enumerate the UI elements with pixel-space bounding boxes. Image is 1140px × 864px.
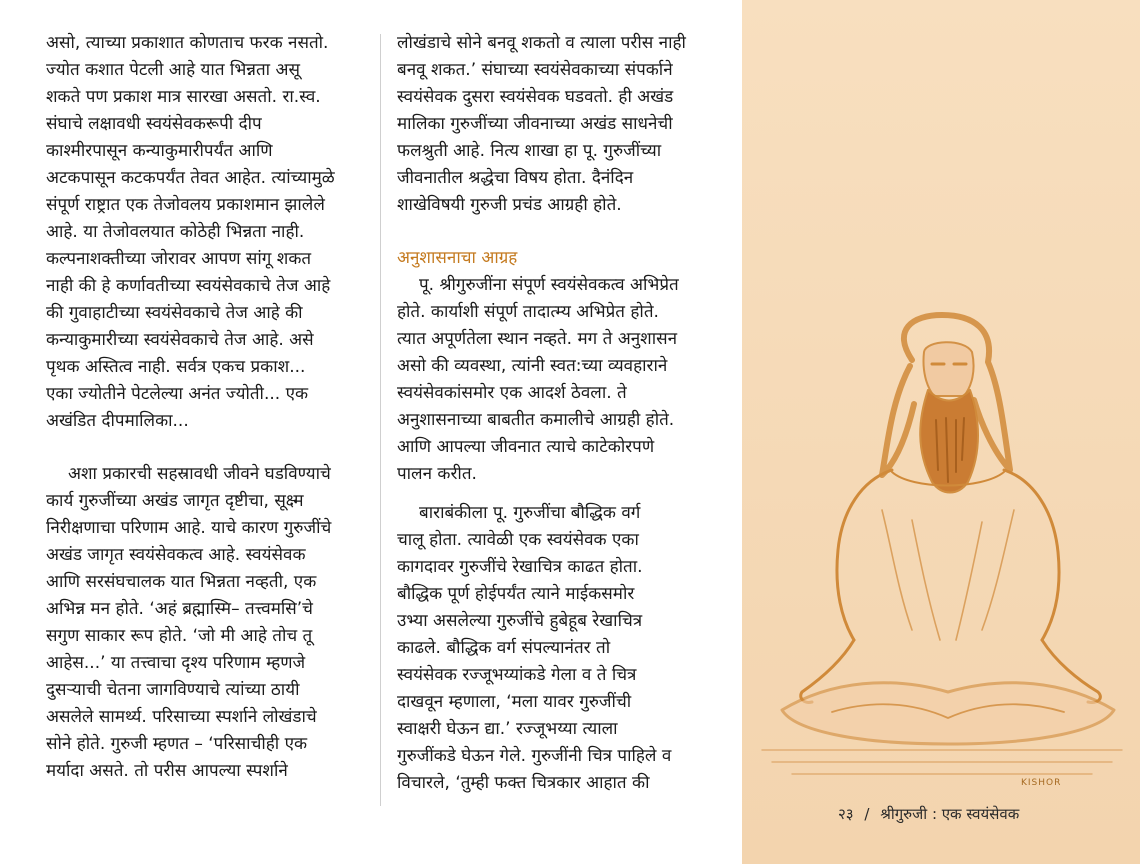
text-line: होते. कार्याशी संपूर्ण तादात्म्य अभिप्रेत होते. — [397, 302, 659, 322]
text-line: असो की व्यवस्था, त्यांनी स्वत:च्या व्यवहाराने — [397, 356, 668, 376]
page-footer — [838, 804, 1118, 824]
left-column — [46, 30, 366, 785]
text-line: पू. श्रीगुरुजींना संपूर्ण स्वयंसेवकत्व अभिप्रेत — [419, 275, 679, 295]
text-line: कन्याकुमारीच्या स्वयंसेवकाचे तेज आहे. असे — [46, 330, 314, 350]
text-line: कार्य गुरुजींच्या अखंड जागृत दृष्टीचा, सूक्ष्म — [46, 491, 304, 511]
text-line: मर्यादा असते. तो परीस आपल्या स्पर्शाने — [46, 761, 288, 781]
right-paragraph-3 — [397, 500, 722, 797]
text-line: अटकपासून कटकपर्यंत तेवत आहेत. त्यांच्यामुळे — [46, 168, 335, 188]
text-line: अखंड जागृत स्वयंसेवकत्व आहे. स्वयंसेवक — [46, 545, 306, 565]
text-line: चालू होता. त्यावेळी एक स्वयंसेवक एका — [397, 530, 639, 550]
column-divider — [380, 34, 381, 806]
text-line: मालिका गुरुजींच्या जीवनाच्या अखंड साधनेची — [397, 114, 673, 134]
text-line: अभिन्न मन होते. ‘अहं ब्रह्मास्मि– तत्त्वमसि’चे — [46, 599, 313, 619]
book-title: श्रीगुरुजी : एक स्वयंसेवक — [880, 805, 1020, 823]
right-column — [397, 30, 722, 797]
text-line: काढले. बौद्धिक वर्ग संपल्यानंतर तो — [397, 638, 611, 658]
text-line: स्वयंसेवक रज्जूभय्यांकडे गेला व ते चित्र — [397, 665, 637, 685]
text-line: नाही की हे कर्णावतीच्या स्वयंसेवकाचे तेज आहे — [46, 276, 331, 296]
text-line: त्यात अपूर्णतेला स्थान नव्हते. मग ते अनुशासन — [397, 329, 678, 349]
text-line: सगुण साकार रूप होते. ‘जो मी आहे तोच तू — [46, 626, 313, 646]
text-line: स्वयंसेवकांसमोर एक आदर्श ठेवला. ते — [397, 383, 627, 403]
text-line: की गुवाहाटीच्या स्वयंसेवकाचे तेज आहे की — [46, 303, 303, 323]
text-line: स्वयंसेवक दुसरा स्वयंसेवक घडवतो. ही अखंड — [397, 87, 674, 107]
text-line: शाखेविषयी गुरुजी प्रचंड आग्रही होते. — [397, 195, 622, 215]
page-number: २३ — [838, 805, 854, 823]
section-heading: अनुशासनाचा आग्रह — [397, 248, 518, 268]
text-line: पृथक अस्तित्व नाही. सर्वत्र एकच प्रकाश... — [46, 357, 306, 377]
text-line: असलेले सामर्थ्य. परिसाच्या स्पर्शाने लोखंडाचे — [46, 707, 317, 727]
text-line: एका ज्योतीने पेटलेल्या अनंत ज्योती... एक — [46, 384, 309, 404]
text-line: आहे. या तेजोवलयात कोठेही भिन्नता नाही. — [46, 222, 305, 242]
paragraph-gap — [46, 435, 366, 461]
text-line: अनुशासनाच्या बाबतीत कमालीचे आग्रही होते. — [397, 410, 675, 430]
text-line: ज्योत कशात पेटली आहे यात भिन्नता असू — [46, 60, 300, 80]
text-line: जीवनातील श्रद्धेचा विषय होता. दैनंदिन — [397, 168, 634, 188]
text-line: सोने होते. गुरुजी म्हणत – ‘परिसाचीही एक — [46, 734, 308, 754]
artist-signature: KISHOR — [1021, 778, 1062, 788]
text-line: आहेस...’ या तत्त्वाचा दृश्य परिणाम म्हणजे — [46, 653, 306, 673]
text-line: संपूर्ण राष्ट्रात एक तेजोवलय प्रकाशमान झालेले — [46, 195, 325, 215]
text-line: स्वाक्षरी घेऊन द्या.’ रज्जूभय्या त्याला — [397, 719, 618, 739]
left-paragraph-1 — [46, 30, 366, 435]
paragraph-gap — [397, 219, 722, 245]
text-line: लोखंडाचे सोने बनवू शकतो व त्याला परीस नाही — [397, 33, 686, 53]
left-paragraph-2 — [46, 461, 366, 785]
meditating-figure-sketch — [742, 300, 1140, 800]
text-line: अखंडित दीपमालिका... — [46, 411, 189, 431]
text-line: संघाचे लक्षावधी स्वयंसेवकरूपी दीप — [46, 114, 262, 134]
text-line: दुसऱ्याची चेतना जागविण्याचे त्यांच्या ठायी — [46, 680, 300, 700]
text-line: कागदावर गुरुजींचे रेखाचित्र काढत होता. — [397, 557, 643, 577]
text-line: दाखवून म्हणाला, ‘मला यावर गुरुजींची — [397, 692, 632, 712]
text-line: विचारले, ‘तुम्ही फक्त चित्रकार आहात की — [397, 773, 650, 793]
text-line: अशा प्रकारची सहस्रावधी जीवने घडविण्याचे — [68, 464, 331, 484]
text-line: फलश्रुती आहे. नित्य शाखा हा पू. गुरुजींच्या — [397, 141, 662, 161]
text-line: आणि आपल्या जीवनात त्याचे काटेकोरपणे — [397, 437, 655, 457]
text-line: बौद्धिक पूर्ण होईपर्यंत त्याने माईकसमोर — [397, 584, 635, 604]
text-line: निरीक्षणाचा परिणाम आहे. याचे कारण गुरुजींचे — [46, 518, 332, 538]
text-line: काश्मीरपासून कन्याकुमारीपर्यंत आणि — [46, 141, 273, 161]
text-line: पालन करीत. — [397, 464, 477, 484]
text-line: बाराबंकीला पू. गुरुजींचा बौद्धिक वर्ग — [419, 503, 641, 523]
right-paragraph-1 — [397, 30, 722, 219]
text-line: गुरुजींकडे घेऊन गेले. गुरुजींनी चित्र पाहिले व — [397, 746, 672, 766]
text-line: कल्पनाशक्तीच्या जोरावर आपण सांगू शकत — [46, 249, 312, 269]
text-line: असो, त्याच्या प्रकाशात कोणताच फरक नसतो. — [46, 33, 329, 53]
text-line: उभ्या असलेल्या गुरुजींचे हुबेहूब रेखाचित्र — [397, 611, 643, 631]
footer-separator: / — [864, 805, 870, 823]
text-line: आणि सरसंघचालक यात भिन्नता नव्हती, एक — [46, 572, 317, 592]
text-line: बनवू शकत.’ संघाच्या स्वयंसेवकाच्या संपर्काने — [397, 60, 673, 80]
text-line: शकते पण प्रकाश मात्र सारखा असतो. रा.स्व. — [46, 87, 321, 107]
paragraph-gap — [397, 488, 722, 500]
right-paragraph-2 — [397, 272, 722, 488]
